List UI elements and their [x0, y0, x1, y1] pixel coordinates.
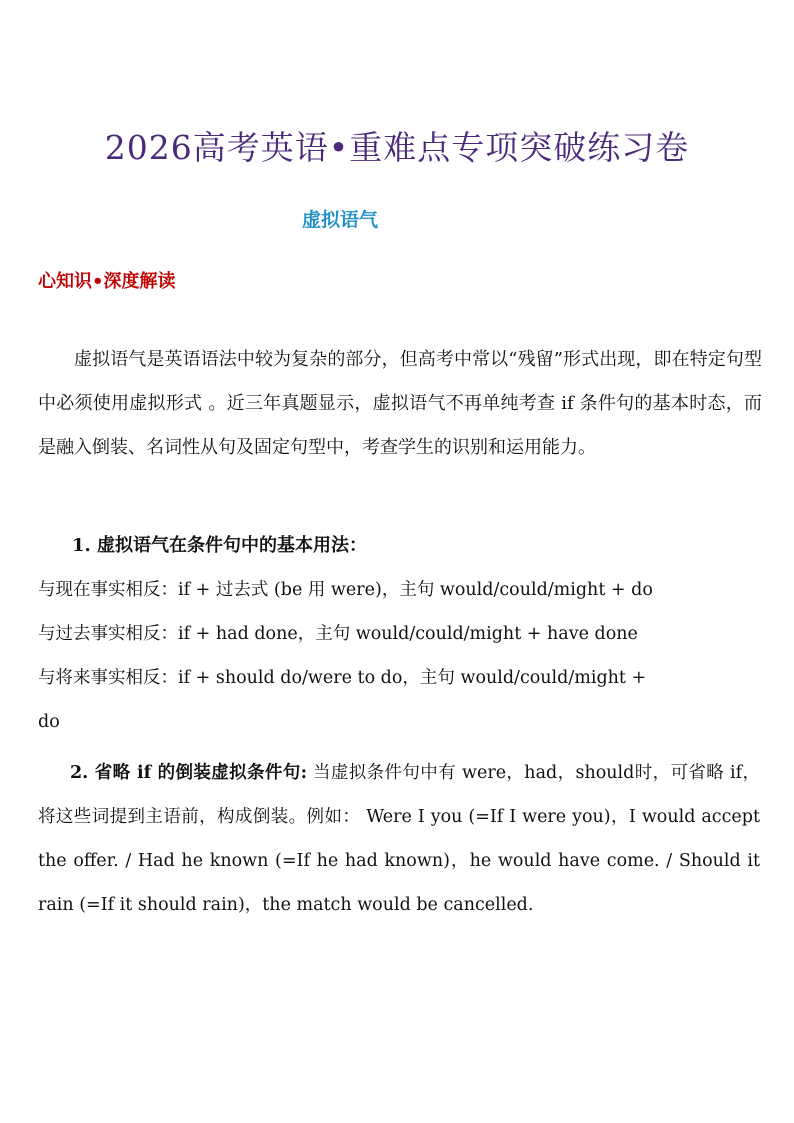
point1-line-past: 与过去事实相反：if + had done，主句 would/could/might + have done [38, 624, 638, 644]
page-title: 2026高考英语•重难点专项突破练习卷 [104, 128, 690, 167]
topic-heading: 虚拟语气 [302, 209, 379, 231]
point2-paragraph [38, 751, 760, 927]
point1-line-future-cont: do [38, 712, 60, 732]
point1-line-present: 与现在事实相反：if + 过去式 (be 用 were)，主句 would/could/might + do [38, 580, 653, 600]
intro-paragraph: 虚拟语气是英语语法中较为复杂的部分，但高考中常以“残留”形式出现，即在特定句型中必须使用虚拟形式 。近三年真题显示，虚拟语气不再单纯考查 if 条件句的基本时态，而是融入倒装、名词性从句及固定句型中，考查学生的识别和运用能力。 [38, 349, 762, 458]
section-heading: 心知识•深度解读 [38, 271, 176, 292]
point2-heading: 2. 省略 if 的倒装虚拟条件句: [70, 763, 308, 783]
point2-body: 当虚拟条件句中有 were，had，should时，可省略 if，将这些词提到主语前，构成倒装。例如： Were I you (=If I were you)，I would accept the offer. / Had he known (=If he had known)，he would have come. / Should it rain (=If it should rain)，the match would be cancelled. [38, 763, 760, 915]
point1-heading: 1. 虚拟语气在条件句中的基本用法： [72, 535, 368, 556]
point1-line-future: 与将来事实相反：if + should do/were to do，主句 would/could/might + [38, 668, 647, 688]
